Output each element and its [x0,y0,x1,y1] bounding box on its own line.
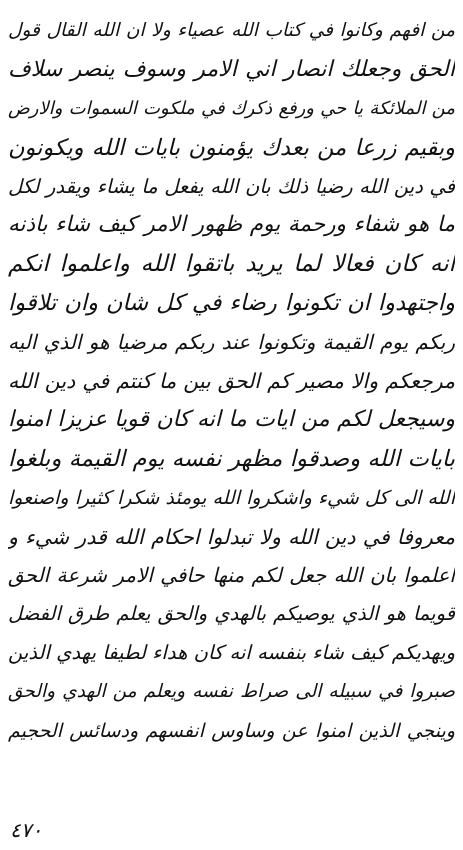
manuscript-line: ما هو شفاء ورحمة يوم ظهور الامر كيف شاء باذنه [8,212,455,238]
manuscript-line: مرجعكم والا مصير كم الحق بين ما كنتم في دين الله [8,369,455,394]
manuscript-line: في دين الله رضيا ذلك بان الله يفعل ما يشاء ويقدر لكل [8,174,455,198]
manuscript-line: وينجي الذين امنوا عن وساوس انفسهم ودسائس الحجيم [8,720,455,743]
manuscript-line: الحق وجعلك انصار اني الامر وسوف ينصر سلاف [8,56,455,82]
manuscript-line: بايات الله وصدقوا مظهر نفسه يوم القيمة وبلغوا [8,445,455,472]
manuscript-line: ويهديكم كيف شاء بنفسه انه كان هداء لطيفا يهدي الذين [8,641,455,665]
manuscript-line: الله الى كل شيء واشكروا الله يومئذ شكرا كثيرا واصنعوا [8,486,455,509]
manuscript-line: صبروا في سبيله الى صراط نفسه ويعلم من الهدي والحق [8,681,455,703]
manuscript-line: وبقيم زرعا من بعدك يؤمنون بايات الله ويكونون [8,134,455,161]
page-number: ٤٧٠ [10,818,43,842]
manuscript-line: اعلموا بان الله جعل لكم منها حافي الامر شرعة الحق [8,563,455,588]
manuscript-line: واجتهدوا ان تكونوا رضاء في كل شان وان تلاقوا [8,290,455,317]
manuscript-line: وسيجعل لكم من ايات ما انه كان قويا عزيزا امنوا [8,406,455,432]
manuscript-line: من الملائكة يا حي ورفع ذكرك في ملكوت السموات والارض [8,97,455,119]
manuscript-text-block [8,12,455,751]
manuscript-line: قويما هو الذي يوصيكم بالهدي والحق يعلم طرق الفضل [8,602,455,626]
manuscript-line: انه كان فعالا لما يريد باتقوا الله واعلموا انكم [8,251,455,278]
manuscript-line: ربكم يوم القيمة وتكونوا عند ربكم مرضيا هو الذي اليه [8,330,455,355]
manuscript-line: معروفا في دين الله ولا تبدلوا احكام الله قدر شيء و [8,524,455,549]
manuscript-line: من افهم وكانوا في كتاب الله عصياء ولا ان الله القال قول [8,20,455,41]
